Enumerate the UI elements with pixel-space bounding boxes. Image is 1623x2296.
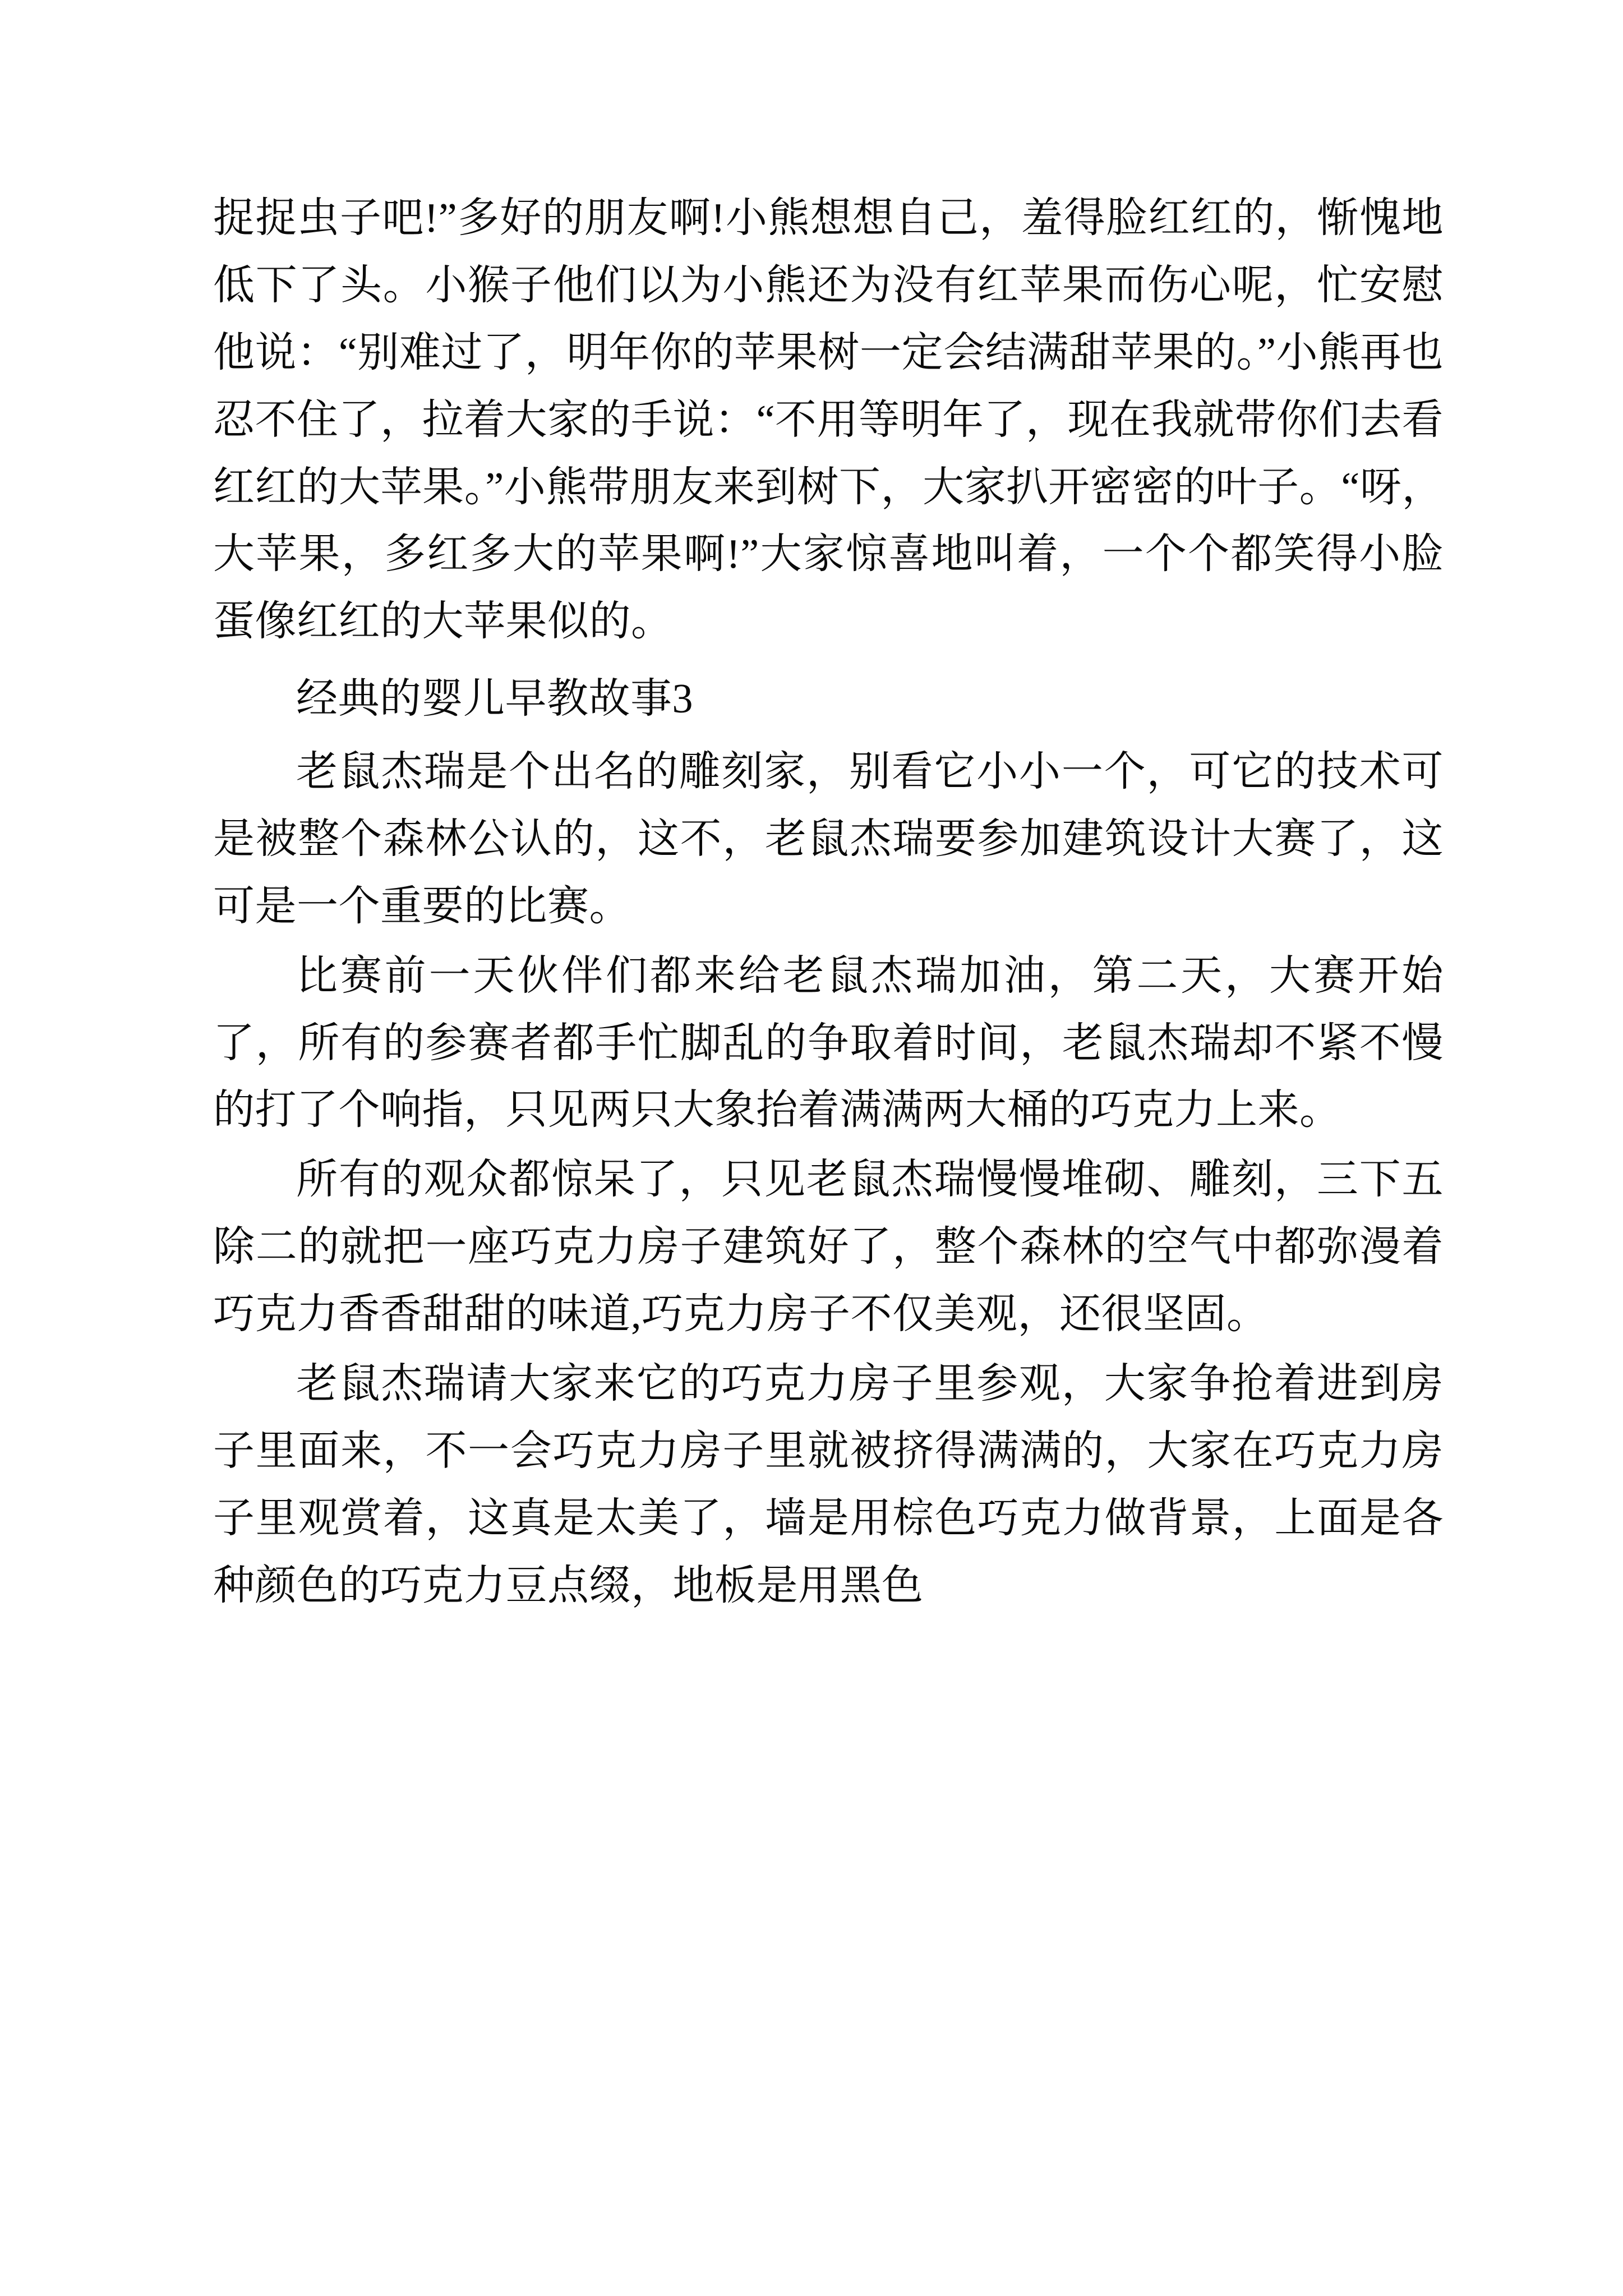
paragraph-1: 老鼠杰瑞是个出名的雕刻家，别看它小小一个，可它的技术可是被整个森林公认的，这不，老鼠杰瑞要参加建筑设计大赛了，这可是一个重要的比赛。: [213, 749, 1444, 930]
story-heading: 经典的婴儿早教故事3: [296, 676, 693, 723]
paragraph-continued: 捉捉虫子吧!”多好的朋友啊!小熊想想自己，羞得脸红红的，惭愧地低下了头。小猴子他们以为小熊还为没有红苹果而伤心呢，忙安慰他说：“别难过了，明年你的苹果树一定会结满甜苹果的。”小熊再也忍不住了，拉着大家的手说：“不用等明年了，现在我就带你们去看红红的大苹果。”小熊带朋友来到树下，大家扒开密密的叶子。“呀，大苹果，多红多大的苹果啊!”大家惊喜地叫着，一个个都笑得小脸蛋像红红的大苹果似的。: [213, 195, 1444, 645]
paragraph-2: 比赛前一天伙伴们都来给老鼠杰瑞加油，第二天，大赛开始了，所有的参赛者都手忙脚乱的争取着时间，老鼠杰瑞却不紧不慢的打了个响指，只见两只大象抬着满满两大桶的巧克力上来。: [213, 953, 1444, 1134]
paragraph-3: 所有的观众都惊呆了，只见老鼠杰瑞慢慢堆砌、雕刻，三下五除二的就把一座巧克力房子建筑好了，整个森林的空气中都弥漫着巧克力香香甜甜的味道,巧克力房子不仅美观，还很坚固。: [213, 1157, 1444, 1337]
document-body: [213, 185, 1444, 1619]
paragraph-4: 老鼠杰瑞请大家来它的巧克力房子里参观，大家争抢着进到房子里面来，不一会巧克力房子里就被挤得满满的，大家在巧克力房子里观赏着，这真是太美了，墙是用棕色巧克力做背景，上面是各种颜色的巧克力豆点缀，地板是用黑色: [213, 1360, 1444, 1609]
